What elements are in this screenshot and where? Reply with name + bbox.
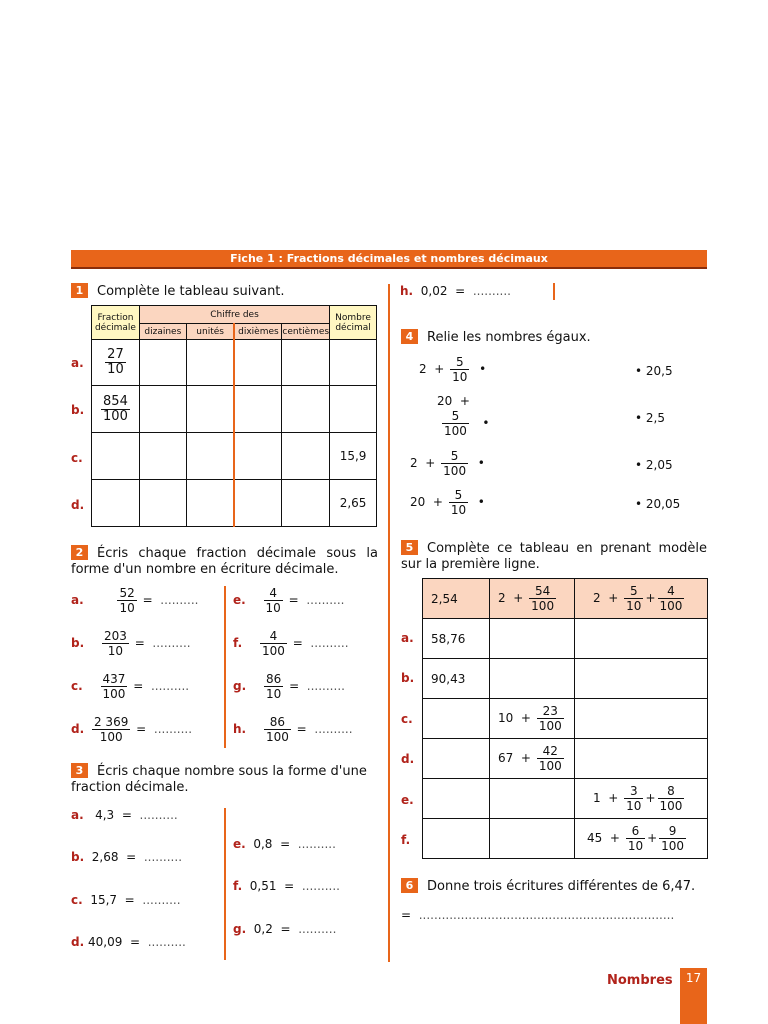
integer-part: 20: [410, 495, 426, 509]
denominator: 100: [538, 719, 562, 733]
answer-blank[interactable]: ..........: [139, 808, 178, 822]
equals-sign: =: [288, 593, 299, 607]
fraction: [442, 409, 469, 438]
ex4-number: 4: [401, 329, 418, 344]
numerator: 5: [451, 409, 460, 423]
denominator: 100: [659, 799, 683, 813]
denominator: 100: [265, 730, 289, 744]
ex1-number: 1: [71, 283, 88, 298]
ex3-instruction: Écris chaque nombre sous la forme d'une fraction décimale.: [71, 764, 367, 795]
fraction: [449, 488, 468, 517]
answer-blank[interactable]: ..........: [306, 593, 345, 607]
equals-sign: =: [289, 679, 300, 693]
denominator: 100: [531, 599, 555, 613]
denominator: 10: [450, 503, 467, 517]
ex1-header-dixiemes: dixièmes: [234, 324, 281, 340]
table-row: [423, 779, 708, 819]
value-text: 2,05: [645, 458, 673, 472]
numerator: 203: [103, 629, 127, 643]
denominator: 10: [265, 601, 281, 615]
answer-cell[interactable]: [330, 386, 377, 433]
row-label: b.: [401, 671, 415, 685]
answer-cell[interactable]: [423, 739, 490, 779]
ex3-number: 3: [71, 763, 88, 778]
answer-blank[interactable]: ..........: [306, 679, 345, 693]
table-row: [423, 819, 708, 859]
item-label: a.: [71, 593, 84, 607]
plus-sign: +: [432, 495, 443, 509]
fraction: [441, 449, 468, 478]
answer-blank[interactable]: ..........: [160, 593, 199, 607]
numerator: 4: [269, 629, 278, 643]
ex2-instruction: Écris chaque fraction décimale sous la forme d'un nombre en écriture décimale.: [71, 546, 378, 577]
plus-sign: +: [425, 456, 436, 470]
ex4-heading: [401, 329, 591, 345]
ex1-header-nombre: Nombre décimal: [330, 306, 377, 340]
denominator: 10: [452, 370, 468, 384]
item-label: b.: [71, 850, 85, 864]
equals-sign: =: [126, 850, 137, 864]
header-decimal: 2,54: [423, 579, 490, 619]
integer-part: 2: [419, 362, 427, 376]
row-label: c.: [71, 451, 83, 465]
equals-sign: =: [296, 722, 307, 736]
ex1-instruction: Complète le tableau suivant.: [97, 284, 285, 299]
answer-cell[interactable]: [234, 386, 281, 433]
fraction: [101, 672, 128, 701]
ex2-item: [233, 586, 345, 615]
plus-sign: +: [645, 591, 656, 605]
connect-dot[interactable]: •: [477, 456, 485, 470]
fraction: [450, 355, 469, 384]
numerator: 6: [631, 824, 640, 838]
item-value: 15,7: [90, 893, 118, 907]
fraction: [624, 784, 643, 813]
answer-cell[interactable]: [282, 386, 330, 433]
answer-blank[interactable]: ..........: [472, 284, 511, 298]
section-label: Nombres: [607, 973, 673, 988]
answer-cell[interactable]: [330, 340, 377, 386]
plus-sign: +: [459, 394, 470, 408]
ex4-left-expression: [410, 488, 485, 517]
answer-blank[interactable]: ..........: [301, 879, 340, 893]
page-number: 17: [680, 968, 707, 1024]
form1-cell: [490, 739, 575, 779]
item-value: 40,09: [87, 935, 123, 949]
item-label: a.: [71, 808, 84, 822]
equals-sign: =: [133, 679, 144, 693]
fraction: [102, 629, 129, 658]
fraction: [92, 715, 130, 744]
ex5-number: 5: [401, 540, 418, 555]
numerator: 5: [454, 488, 463, 502]
ex3-item: [71, 850, 182, 864]
denominator: 10: [107, 362, 124, 377]
item-value: 0,8: [253, 837, 273, 851]
answer-blank[interactable]: ..........: [147, 935, 186, 949]
equals-sign: =: [134, 636, 145, 650]
ex1-heading: [71, 283, 285, 299]
value-text: 2,5: [645, 411, 665, 425]
answer-cell[interactable]: [282, 433, 330, 480]
row-label: c.: [401, 712, 413, 726]
denominator: 100: [92, 729, 130, 744]
answer-cell[interactable]: [186, 433, 234, 480]
ex1-decimal-cell: 15,9: [330, 433, 377, 480]
denominator: 10: [627, 839, 644, 853]
integer-part: 67: [498, 751, 514, 765]
item-label: b.: [71, 636, 85, 650]
answer-cell[interactable]: [423, 819, 490, 859]
integer-part: 2: [498, 591, 506, 605]
answer-blank[interactable]: ..........: [150, 679, 190, 693]
form1-cell: [490, 699, 575, 739]
ex3-item: [71, 935, 186, 949]
item-label: d.: [71, 935, 85, 949]
ex6-instruction: Donne trois écritures différentes de 6,47.: [427, 879, 696, 894]
denominator: 100: [102, 687, 126, 701]
answer-cell[interactable]: [186, 480, 234, 527]
plus-sign: +: [513, 591, 524, 605]
ex2-item: [71, 586, 198, 615]
row-label: a.: [71, 356, 84, 370]
item-value: 2,68: [91, 850, 119, 864]
fraction: [537, 744, 564, 773]
ex1-header-chiffre: Chiffre des: [139, 306, 329, 324]
fraction: [658, 784, 685, 813]
item-label: c.: [71, 679, 83, 693]
item-value: 0,2: [253, 922, 273, 936]
fraction: [659, 824, 686, 853]
row-label: b.: [71, 403, 85, 417]
row-label: e.: [401, 793, 414, 807]
ex3-item: [71, 893, 181, 907]
numerator: 8: [667, 784, 675, 798]
plus-sign: +: [609, 831, 620, 845]
equals-sign: =: [129, 935, 141, 949]
answer-blank[interactable]: ..........: [314, 722, 353, 736]
numerator: 437: [102, 672, 126, 686]
equals-sign: =: [280, 837, 291, 851]
answer-cell[interactable]: [575, 659, 708, 699]
ex4-instruction: Relie les nombres égaux.: [427, 330, 591, 345]
item-label: f.: [233, 636, 243, 650]
ex2-item: [71, 629, 191, 658]
numerator: 86: [265, 672, 282, 686]
answer-blank[interactable]: ...................................................................: [418, 908, 675, 922]
denominator: 100: [103, 408, 128, 424]
answer-blank[interactable]: ..........: [153, 722, 193, 736]
row-label: d.: [71, 498, 85, 512]
ex2-item: [233, 672, 345, 701]
numerator: 854: [103, 393, 128, 409]
column-divider: [388, 284, 390, 962]
denominator: 100: [659, 599, 683, 613]
ex6-answer-line: [401, 908, 674, 922]
item-label: e.: [233, 593, 246, 607]
form2-cell: [575, 819, 708, 859]
ex1-table: [91, 305, 377, 527]
item-label: d.: [71, 722, 85, 736]
ex1-header-fraction: Fraction décimale: [92, 306, 140, 340]
plus-sign: +: [434, 362, 445, 376]
form2-cell: [575, 779, 708, 819]
answer-blank[interactable]: ..........: [152, 636, 191, 650]
numerator: 54: [534, 584, 551, 598]
ex3-item: [400, 284, 511, 298]
ex3-continuation-marker: [553, 283, 555, 300]
ex1-header-unites: unités: [186, 324, 234, 340]
denominator: 10: [265, 687, 282, 701]
integer-part: 10: [498, 711, 514, 725]
equals-sign: =: [401, 908, 412, 922]
ex4-left-expression: [419, 355, 486, 384]
answer-cell[interactable]: [186, 386, 234, 433]
numerator: 52: [119, 586, 135, 600]
table-row: [423, 699, 708, 739]
row-label: f.: [401, 833, 411, 847]
answer-cell[interactable]: [490, 659, 575, 699]
ex2-item: [233, 629, 349, 658]
connect-dot[interactable]: •: [635, 458, 643, 472]
answer-cell[interactable]: [234, 480, 281, 527]
ex1-header-dizaines: dizaines: [139, 324, 186, 340]
fraction: [260, 629, 287, 658]
plus-sign: +: [520, 711, 531, 725]
sheet-title-banner: Fiche 1 : Fractions décimales et nombres décimaux: [71, 250, 707, 269]
integer-part: 45: [587, 831, 603, 845]
answer-cell[interactable]: [139, 340, 186, 386]
connect-dot[interactable]: •: [477, 495, 485, 509]
item-label: g.: [233, 679, 247, 693]
denominator: 10: [626, 799, 642, 813]
ex2-heading: [71, 545, 378, 578]
numerator: 5: [455, 355, 464, 369]
ex4-left-expression: [437, 394, 489, 438]
equals-sign: =: [121, 808, 132, 822]
answer-cell[interactable]: [490, 779, 575, 819]
header-form-2: [575, 579, 708, 619]
table-header-row: [423, 579, 708, 619]
item-label: g.: [233, 922, 247, 936]
item-label: c.: [71, 893, 83, 907]
table-row: [423, 619, 708, 659]
ex4-right-value: [635, 364, 673, 378]
answer-cell[interactable]: [92, 480, 140, 527]
equals-sign: =: [124, 893, 135, 907]
plus-sign: +: [608, 591, 619, 605]
fraction: [537, 704, 564, 733]
ex2-item: [71, 715, 192, 744]
answer-blank[interactable]: ..........: [297, 837, 336, 851]
ex1-decimal-cell: 2,65: [330, 480, 377, 527]
denominator: 10: [102, 643, 129, 658]
answer-cell[interactable]: [490, 819, 575, 859]
answer-cell[interactable]: [186, 340, 234, 386]
fraction: [264, 715, 291, 744]
answer-blank[interactable]: ..........: [298, 922, 337, 936]
fraction: [658, 584, 685, 613]
numerator: 3: [629, 784, 638, 798]
answer-cell[interactable]: [139, 433, 186, 480]
fraction: [101, 395, 130, 424]
equals-sign: =: [136, 722, 147, 736]
denominator: 100: [661, 839, 685, 853]
denominator: 100: [261, 644, 285, 658]
plus-sign: +: [647, 831, 658, 845]
numerator: 4: [667, 584, 675, 598]
ex2-item: [71, 672, 189, 701]
table-row: [92, 433, 377, 480]
item-label: f.: [233, 879, 243, 893]
item-value: 0,02: [420, 284, 448, 298]
numerator: 9: [668, 824, 677, 838]
connect-dot[interactable]: •: [479, 362, 487, 376]
decimal-cell: 58,76: [423, 619, 490, 659]
numerator: 23: [542, 704, 558, 718]
equals-sign: =: [455, 284, 466, 298]
plus-sign: +: [608, 791, 619, 805]
fraction: [264, 672, 283, 701]
connect-dot[interactable]: •: [635, 497, 643, 511]
denominator: 100: [443, 464, 467, 478]
ex4-left-expression: [410, 449, 485, 478]
item-label: h.: [400, 284, 414, 298]
ex4-right-value: [635, 458, 673, 472]
answer-blank[interactable]: ..........: [142, 893, 181, 907]
connect-dot[interactable]: •: [482, 416, 490, 430]
ex6-heading: [401, 878, 695, 894]
integer-part: 2: [410, 456, 418, 470]
row-label: d.: [401, 752, 415, 766]
numerator: 27: [107, 347, 124, 362]
table-row: [423, 739, 708, 779]
answer-cell[interactable]: [423, 779, 490, 819]
denominator: 100: [444, 424, 467, 438]
numerator: 2 369: [93, 715, 129, 729]
ex2-divider: [224, 586, 226, 748]
ex1-fraction-cell: [92, 386, 140, 433]
ex3-item: [233, 879, 340, 893]
ex1-fraction-cell: [92, 340, 140, 386]
numerator: 5: [450, 449, 459, 463]
denominator: 10: [626, 599, 642, 613]
answer-cell[interactable]: [575, 699, 708, 739]
integer-part: 1: [593, 791, 601, 805]
answer-blank[interactable]: ..........: [143, 850, 183, 864]
numerator: 4: [269, 586, 277, 600]
table-row: [92, 480, 377, 527]
item-value: 0,51: [249, 879, 277, 893]
answer-cell[interactable]: [575, 739, 708, 779]
ex3-item: [233, 922, 336, 936]
connect-dot[interactable]: •: [635, 364, 643, 378]
fraction: [626, 824, 645, 853]
integer-part: 20: [437, 394, 453, 408]
ex5-heading: [401, 540, 707, 573]
denominator: 100: [538, 759, 562, 773]
item-label: h.: [233, 722, 247, 736]
fraction: [117, 586, 136, 615]
answer-cell[interactable]: [490, 619, 575, 659]
connect-dot[interactable]: •: [635, 411, 643, 425]
numerator: 5: [629, 584, 638, 598]
value-text: 20,5: [645, 364, 673, 378]
ex5-table: [422, 578, 708, 859]
table-row: [423, 659, 708, 699]
ex6-number: 6: [401, 878, 418, 893]
ex2-item: [233, 715, 353, 744]
ex1-header-centiemes: centièmes: [282, 324, 330, 340]
ex3-divider: [224, 808, 226, 960]
ex3-item: [71, 808, 178, 822]
denominator: 10: [119, 601, 135, 615]
ex4-right-value: [635, 497, 680, 511]
integer-part: 2: [593, 591, 601, 605]
ex5-instruction: Complète ce tableau en prenant modèle sur la première ligne.: [401, 541, 707, 572]
table-row: [92, 340, 377, 386]
answer-blank[interactable]: ..........: [310, 636, 349, 650]
answer-cell[interactable]: [282, 480, 330, 527]
fraction: [529, 584, 556, 613]
item-value: 4,3: [95, 808, 115, 822]
equals-sign: =: [142, 593, 153, 607]
plus-sign: +: [645, 791, 656, 805]
answer-cell[interactable]: [139, 386, 186, 433]
answer-cell[interactable]: [575, 619, 708, 659]
answer-cell[interactable]: [139, 480, 186, 527]
ex2-number: 2: [71, 545, 88, 560]
answer-cell[interactable]: [234, 340, 281, 386]
numerator: 86: [269, 715, 286, 729]
equals-sign: =: [280, 922, 291, 936]
header-form-1: [490, 579, 575, 619]
equals-sign: =: [284, 879, 295, 893]
answer-cell[interactable]: [423, 699, 490, 739]
equals-sign: =: [292, 636, 303, 650]
table-row: [92, 386, 377, 433]
ex3-heading: [71, 763, 378, 796]
value-text: 20,05: [645, 497, 681, 511]
item-label: e.: [233, 837, 246, 851]
numerator: 42: [542, 744, 558, 758]
fraction: [264, 586, 283, 615]
plus-sign: +: [520, 751, 531, 765]
row-label: a.: [401, 631, 414, 645]
decimal-cell: 90,43: [423, 659, 490, 699]
answer-cell[interactable]: [92, 433, 140, 480]
ex4-right-value: [635, 411, 665, 425]
answer-cell[interactable]: [234, 433, 281, 480]
answer-cell[interactable]: [282, 340, 330, 386]
fraction: [105, 348, 126, 377]
ex3-item: [233, 837, 336, 851]
fraction: [624, 584, 643, 613]
